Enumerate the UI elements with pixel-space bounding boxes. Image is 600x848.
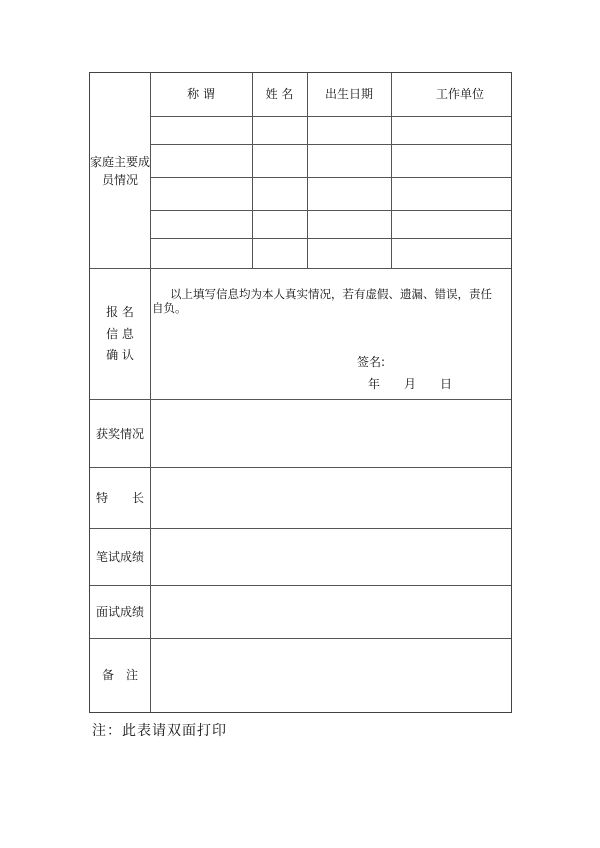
specialty-label: 特 长	[95, 491, 144, 505]
family-section-label-line2: 员情况	[101, 173, 138, 187]
awards-label: 获奖情况	[95, 427, 144, 441]
registration-form-table	[89, 72, 512, 713]
section-separator	[90, 638, 511, 639]
family-row-line	[150, 210, 511, 211]
confirmation-statement-line1: 以上填写信息均为本人真实情况，若有虚假、遗漏、错误，责任	[170, 287, 492, 301]
family-section-label-line1: 家庭主要成	[89, 155, 150, 169]
confirmation-label-line3: 确 认	[106, 348, 134, 362]
family-row-line	[150, 177, 511, 178]
print-footnote: 注：此表请双面打印	[92, 723, 227, 739]
section-separator	[90, 399, 511, 400]
header-birth-date: 出生日期	[324, 87, 373, 101]
header-relation: 称 谓	[187, 87, 215, 101]
confirmation-label-line1: 报 名	[106, 305, 134, 319]
family-row-line	[150, 238, 511, 239]
header-name: 姓 名	[265, 87, 294, 101]
section-separator	[90, 467, 511, 468]
header-work-unit: 工作单位	[435, 87, 484, 101]
remarks-label: 备 注	[101, 668, 138, 682]
family-row-line	[150, 144, 511, 145]
section-separator	[90, 585, 511, 586]
section-separator	[90, 528, 511, 529]
written-exam-label: 笔试成绩	[95, 550, 144, 564]
date-label[interactable]: 年 月 日	[368, 377, 453, 391]
confirmation-statement-line2: 自负。	[152, 301, 187, 315]
family-row-line	[150, 116, 511, 117]
section-separator	[90, 268, 511, 269]
confirmation-label-line2: 信 息	[106, 327, 134, 341]
interview-label: 面试成绩	[95, 605, 144, 619]
signature-label[interactable]: 签名:	[357, 355, 386, 369]
